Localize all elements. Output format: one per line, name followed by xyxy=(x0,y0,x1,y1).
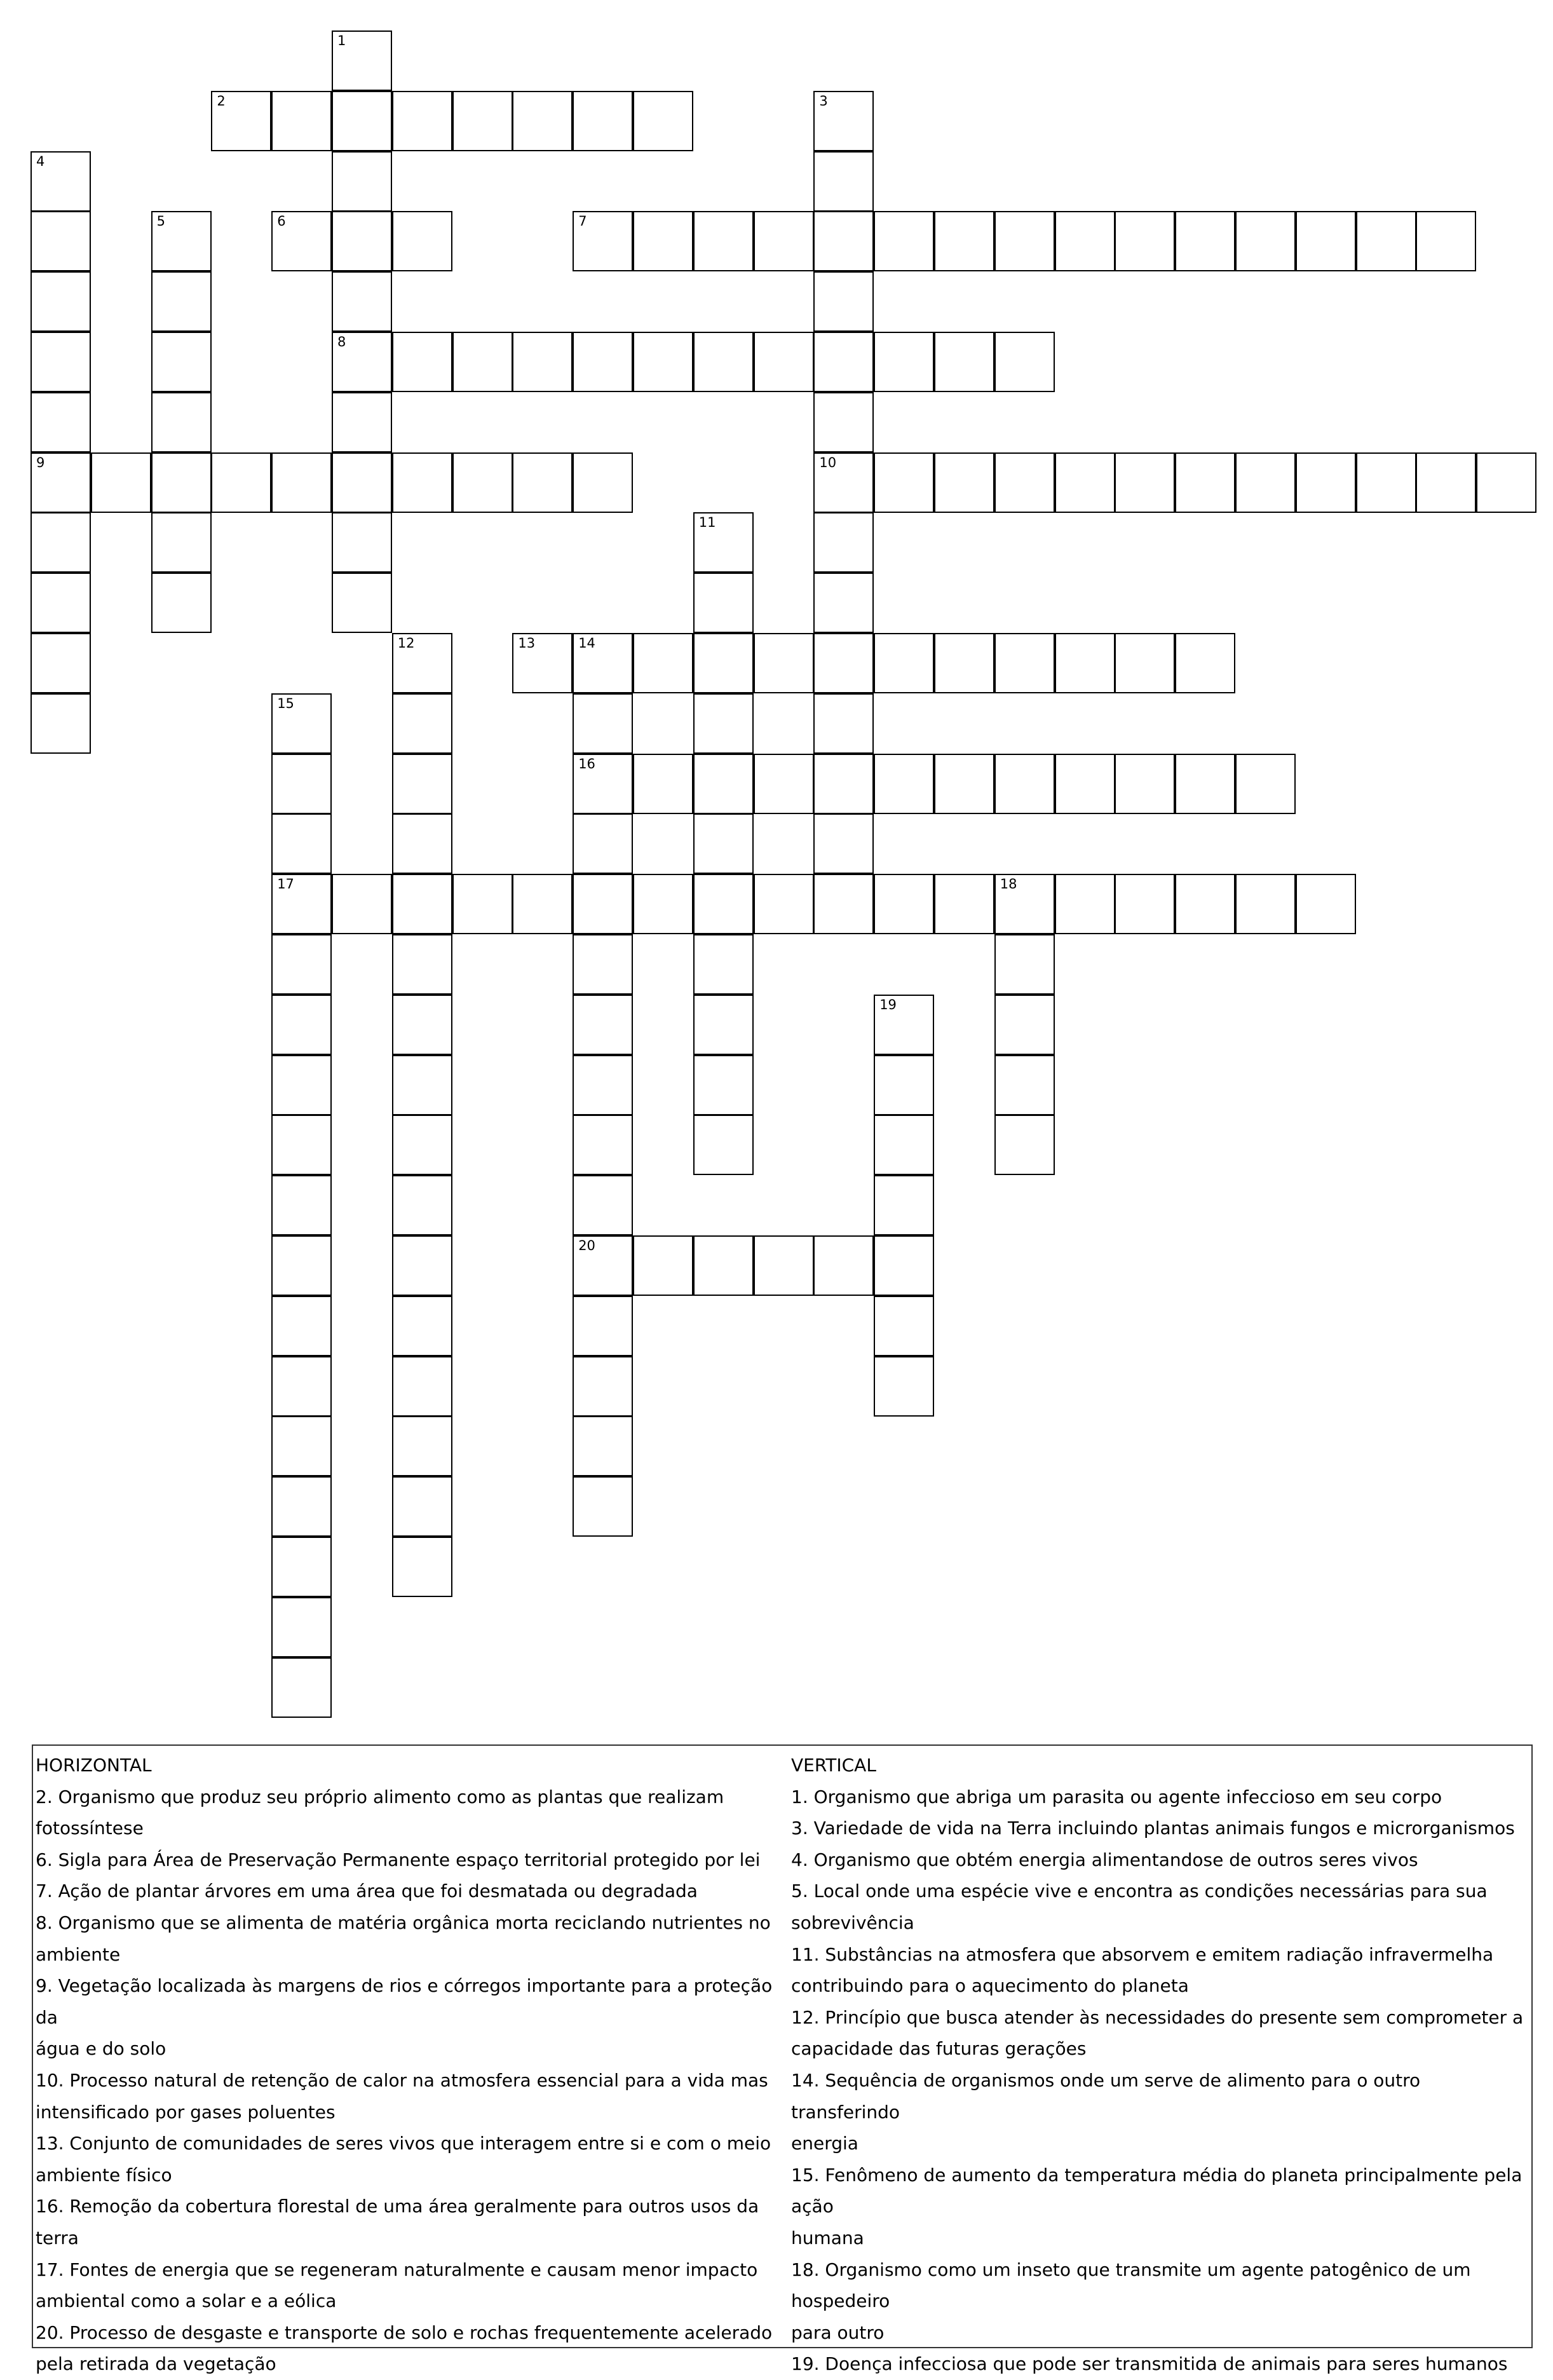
crossword-cell[interactable] xyxy=(1296,874,1356,934)
crossword-cell[interactable] xyxy=(31,633,91,693)
clue-line: 8. Organismo que se alimenta de matéria orgânica morta reciclando nutrientes no xyxy=(36,1912,771,1933)
horizontal-title: HORIZONTAL xyxy=(36,1755,152,1776)
crossword-cell[interactable] xyxy=(31,452,91,513)
crossword-cell[interactable] xyxy=(392,1115,452,1175)
crossword-cell[interactable] xyxy=(1235,874,1296,934)
clue-number: 2 xyxy=(217,93,226,109)
crossword-cell[interactable] xyxy=(392,754,452,814)
crossword-cell[interactable] xyxy=(573,633,633,693)
crossword-cell[interactable] xyxy=(1055,754,1115,814)
crossword-cell[interactable] xyxy=(754,211,814,271)
crossword-cell[interactable] xyxy=(271,934,332,995)
crossword-cell[interactable] xyxy=(813,211,874,271)
clue-number: 9 xyxy=(36,454,45,470)
crossword-cell[interactable] xyxy=(874,1356,934,1417)
crossword-cell[interactable] xyxy=(693,211,754,271)
crossword-cell[interactable] xyxy=(874,1296,934,1356)
crossword-cell[interactable] xyxy=(1055,633,1115,693)
crossword-cell[interactable] xyxy=(934,452,994,513)
crossword-cell[interactable] xyxy=(934,633,994,693)
clue-number: 11 xyxy=(698,515,716,531)
crossword-cell[interactable] xyxy=(271,813,332,874)
crossword-cell[interactable] xyxy=(573,1115,633,1175)
clue-line: 20. Processo de desgaste e transporte de solo e rochas frequentemente acelerado xyxy=(36,2322,773,2343)
crossword-cell[interactable] xyxy=(512,633,573,693)
crossword-cell[interactable] xyxy=(754,1235,814,1296)
crossword-cell[interactable] xyxy=(1476,452,1536,513)
crossword-cell[interactable] xyxy=(573,995,633,1055)
crossword-cell[interactable] xyxy=(573,1055,633,1115)
crossword-cell[interactable] xyxy=(271,693,332,754)
crossword-cell[interactable] xyxy=(693,813,754,874)
crossword-cell[interactable] xyxy=(392,1476,452,1537)
clue-line: energia xyxy=(791,2133,858,2154)
clue-number: 14 xyxy=(578,636,595,651)
crossword-cell[interactable] xyxy=(31,332,91,392)
crossword-cell[interactable] xyxy=(271,91,332,151)
clue-line: 14. Sequência de organismos onde um serve de alimento para o outro transferindo xyxy=(791,2069,1421,2123)
crossword-cell[interactable] xyxy=(1115,874,1175,934)
crossword-cell[interactable] xyxy=(271,874,332,934)
clue-line: ambiente físico xyxy=(36,2164,172,2186)
crossword-cell[interactable] xyxy=(994,1055,1055,1115)
crossword-cell[interactable] xyxy=(693,1115,754,1175)
crossword-cell[interactable] xyxy=(392,1537,452,1597)
clue-number: 15 xyxy=(277,695,294,711)
crossword-cell[interactable] xyxy=(91,452,151,513)
crossword-cell[interactable] xyxy=(512,91,573,151)
clue-number: 19 xyxy=(879,996,897,1012)
crossword-cell[interactable] xyxy=(271,452,332,513)
crossword-cell[interactable] xyxy=(392,934,452,995)
crossword-cell[interactable] xyxy=(813,693,874,754)
crossword-cell[interactable] xyxy=(1055,452,1115,513)
clue-number: 4 xyxy=(36,153,45,169)
vertical-clues xyxy=(791,1750,1528,2380)
clue-number: 3 xyxy=(819,93,828,109)
clue-line: sobrevivência xyxy=(791,1912,914,1933)
crossword-cell[interactable] xyxy=(1416,211,1476,271)
clue-number: 8 xyxy=(337,334,346,350)
crossword-cell[interactable] xyxy=(994,211,1055,271)
crossword-cell[interactable] xyxy=(934,211,994,271)
crossword-cell[interactable] xyxy=(392,633,452,693)
crossword-cell[interactable] xyxy=(693,332,754,392)
clue-number: 13 xyxy=(518,636,536,651)
crossword-cell[interactable] xyxy=(452,452,513,513)
crossword-cell[interactable] xyxy=(31,151,91,212)
crossword-cell[interactable] xyxy=(1175,452,1235,513)
crossword-cell[interactable] xyxy=(332,512,392,573)
crossword-cell[interactable] xyxy=(573,1356,633,1417)
crossword-cell[interactable] xyxy=(633,874,693,934)
crossword-cell[interactable] xyxy=(151,392,212,452)
crossword-cell[interactable] xyxy=(693,1235,754,1296)
crossword-cell[interactable] xyxy=(392,693,452,754)
crossword-cell[interactable] xyxy=(1175,211,1235,271)
crossword-cell[interactable] xyxy=(211,452,271,513)
crossword-cell[interactable] xyxy=(874,1055,934,1115)
crossword-cell[interactable] xyxy=(693,874,754,934)
crossword-cell[interactable] xyxy=(573,874,633,934)
crossword-cell[interactable] xyxy=(31,392,91,452)
crossword-cell[interactable] xyxy=(874,874,934,934)
crossword-cell[interactable] xyxy=(31,573,91,633)
clue-line: 4. Organismo que obtém energia alimentandose de outros seres vivos xyxy=(791,1849,1418,1870)
crossword-cell[interactable] xyxy=(874,1175,934,1235)
clue-line: humana xyxy=(791,2227,864,2248)
crossword-cell[interactable] xyxy=(813,91,874,151)
crossword-cell[interactable] xyxy=(573,1476,633,1537)
clue-line: 12. Princípio que busca atender às necessidades do presente sem comprometer a xyxy=(791,2006,1524,2028)
crossword-cell[interactable] xyxy=(994,633,1055,693)
crossword-cell[interactable] xyxy=(271,1115,332,1175)
crossword-cell[interactable] xyxy=(392,1296,452,1356)
crossword-cell[interactable] xyxy=(813,271,874,332)
crossword-cell[interactable] xyxy=(392,1356,452,1417)
crossword-cell[interactable] xyxy=(994,332,1055,392)
crossword-cell[interactable] xyxy=(813,573,874,633)
crossword-cell[interactable] xyxy=(573,211,633,271)
crossword-cell[interactable] xyxy=(151,573,212,633)
crossword-cell[interactable] xyxy=(1296,452,1356,513)
crossword-cell[interactable] xyxy=(1115,633,1175,693)
crossword-cell[interactable] xyxy=(271,1537,332,1597)
crossword-cell[interactable] xyxy=(693,633,754,693)
crossword-cell[interactable] xyxy=(693,1055,754,1115)
crossword-cell[interactable] xyxy=(1115,754,1175,814)
clue-line: capacidade das futuras gerações xyxy=(791,2038,1087,2060)
crossword-cell[interactable] xyxy=(1115,211,1175,271)
crossword-cell[interactable] xyxy=(271,1597,332,1657)
clue-number: 18 xyxy=(1000,876,1017,892)
crossword-cell[interactable] xyxy=(573,754,633,814)
crossword-cell[interactable] xyxy=(512,332,573,392)
crossword-cell[interactable] xyxy=(392,813,452,874)
crossword-cell[interactable] xyxy=(633,91,693,151)
crossword-cell[interactable] xyxy=(754,633,814,693)
crossword-cell[interactable] xyxy=(813,452,874,513)
clue-number: 5 xyxy=(156,214,165,229)
crossword-cell[interactable] xyxy=(813,1235,874,1296)
clue-line: 13. Conjunto de comunidades de seres vivos que interagem entre si e com o meio xyxy=(36,2133,771,2154)
crossword-cell[interactable] xyxy=(271,1175,332,1235)
clue-line: ambiente xyxy=(36,1943,121,1965)
clue-number: 20 xyxy=(578,1238,595,1253)
crossword-cell[interactable] xyxy=(874,995,934,1055)
clue-line: para outro xyxy=(791,2322,885,2343)
crossword-cell[interactable] xyxy=(994,754,1055,814)
crossword-cell[interactable] xyxy=(1175,754,1235,814)
crossword-cell[interactable] xyxy=(392,1055,452,1115)
crossword-cell[interactable] xyxy=(994,452,1055,513)
crossword-cell[interactable] xyxy=(271,211,332,271)
crossword-cell[interactable] xyxy=(452,332,513,392)
crossword-cell[interactable] xyxy=(392,452,452,513)
crossword-cell[interactable] xyxy=(392,211,452,271)
clue-line: 9. Vegetação localizada às margens de rios e córregos importante para a proteção da xyxy=(36,1975,773,2028)
crossword-cell[interactable] xyxy=(271,995,332,1055)
crossword-cell[interactable] xyxy=(271,1055,332,1115)
crossword-cell[interactable] xyxy=(633,1235,693,1296)
crossword-cell[interactable] xyxy=(332,573,392,633)
crossword-cell[interactable] xyxy=(512,874,573,934)
crossword-cell[interactable] xyxy=(813,874,874,934)
crossword-cell[interactable] xyxy=(874,633,934,693)
crossword-cell[interactable] xyxy=(1416,452,1476,513)
crossword-cell[interactable] xyxy=(31,693,91,754)
crossword-cell[interactable] xyxy=(1356,452,1416,513)
vertical-title: VERTICAL xyxy=(791,1755,876,1776)
clue-line: 5. Local onde uma espécie vive e encontra as condições necessárias para sua xyxy=(791,1880,1488,1902)
crossword-cell[interactable] xyxy=(633,211,693,271)
crossword-cell[interactable] xyxy=(813,332,874,392)
clue-line: 1. Organismo que abriga um parasita ou agente infeccioso em seu corpo xyxy=(791,1786,1442,1807)
crossword-cell[interactable] xyxy=(994,995,1055,1055)
clue-number: 16 xyxy=(578,756,595,772)
crossword-cell[interactable] xyxy=(693,573,754,633)
crossword-cell[interactable] xyxy=(994,874,1055,934)
crossword-cell[interactable] xyxy=(813,754,874,814)
crossword-cell[interactable] xyxy=(693,934,754,995)
crossword-cell[interactable] xyxy=(452,91,513,151)
crossword-cell[interactable] xyxy=(392,332,452,392)
crossword-cell[interactable] xyxy=(693,995,754,1055)
crossword-cell[interactable] xyxy=(452,874,513,934)
crossword-cell[interactable] xyxy=(633,332,693,392)
clue-line: intensificado por gases poluentes xyxy=(36,2101,336,2123)
clue-line: água e do solo xyxy=(36,2038,166,2060)
clue-line: 3. Variedade de vida na Terra incluindo plantas animais fungos e microrganismos xyxy=(791,1818,1515,1839)
crossword-cell[interactable] xyxy=(271,1296,332,1356)
crossword-cell[interactable] xyxy=(332,452,392,513)
crossword-cell[interactable] xyxy=(392,1175,452,1235)
crossword-cell[interactable] xyxy=(1235,452,1296,513)
crossword-cell[interactable] xyxy=(1235,754,1296,814)
crossword-cell[interactable] xyxy=(392,1235,452,1296)
clue-line: 15. Fenômeno de aumento da temperatura média do planeta principalmente pela ação xyxy=(791,2164,1522,2217)
crossword-cell[interactable] xyxy=(693,693,754,754)
crossword-cell[interactable] xyxy=(211,91,271,151)
crossword-cell[interactable] xyxy=(1296,211,1356,271)
clue-line: 2. Organismo que produz seu próprio alimento como as plantas que realizam xyxy=(36,1786,724,1807)
crossword-cell[interactable] xyxy=(633,754,693,814)
crossword-cell[interactable] xyxy=(332,332,392,392)
horizontal-clues xyxy=(36,1750,789,2380)
clue-number: 7 xyxy=(578,214,587,229)
clue-line: 17. Fontes de energia que se regeneram naturalmente e causam menor impacto xyxy=(36,2259,758,2280)
clue-line: fotossíntese xyxy=(36,1818,144,1839)
crossword-cell[interactable] xyxy=(392,91,452,151)
crossword-cell[interactable] xyxy=(693,512,754,573)
crossword-cell[interactable] xyxy=(813,633,874,693)
crossword-cell[interactable] xyxy=(874,1115,934,1175)
clue-number: 1 xyxy=(337,33,346,48)
crossword-cell[interactable] xyxy=(994,1115,1055,1175)
crossword-cell[interactable] xyxy=(151,452,212,513)
crossword-cell[interactable] xyxy=(1175,874,1235,934)
crossword-cell[interactable] xyxy=(934,874,994,934)
clue-line: ambiental como a solar e a eólica xyxy=(36,2290,337,2312)
crossword-cell[interactable] xyxy=(573,693,633,754)
crossword-cell[interactable] xyxy=(151,211,212,271)
crossword-cell[interactable] xyxy=(1175,633,1235,693)
crossword-cell[interactable] xyxy=(1356,211,1416,271)
crossword-cell[interactable] xyxy=(573,1235,633,1296)
crossword-cell[interactable] xyxy=(271,754,332,814)
crossword-cell[interactable] xyxy=(754,754,814,814)
crossword-cell[interactable] xyxy=(934,754,994,814)
crossword-cell[interactable] xyxy=(271,1356,332,1417)
clue-line: contribuindo para o aquecimento do planeta xyxy=(791,1975,1189,1997)
crossword-cell[interactable] xyxy=(271,1416,332,1476)
crossword-cell[interactable] xyxy=(332,151,392,212)
crossword-cell[interactable] xyxy=(813,813,874,874)
clue-number: 17 xyxy=(277,876,294,892)
clue-number: 10 xyxy=(819,454,837,470)
crossword-cell[interactable] xyxy=(392,1416,452,1476)
crossword-cell[interactable] xyxy=(693,754,754,814)
crossword-cell[interactable] xyxy=(754,332,814,392)
crossword-cell[interactable] xyxy=(934,332,994,392)
crossword-cell[interactable] xyxy=(813,512,874,573)
crossword-cell[interactable] xyxy=(573,813,633,874)
crossword-cell[interactable] xyxy=(31,271,91,332)
crossword-cell[interactable] xyxy=(994,934,1055,995)
crossword-cell[interactable] xyxy=(1055,211,1115,271)
crossword-cell[interactable] xyxy=(573,1175,633,1235)
crossword-cell[interactable] xyxy=(573,91,633,151)
crossword-cell[interactable] xyxy=(573,452,633,513)
clue-line: 6. Sigla para Área de Preservação Permanente espaço territorial protegido por lei xyxy=(36,1849,761,1870)
crossword-cell[interactable] xyxy=(151,512,212,573)
crossword-cell[interactable] xyxy=(1055,874,1115,934)
crossword-cell[interactable] xyxy=(874,211,934,271)
crossword-cell[interactable] xyxy=(874,1235,934,1296)
clue-line: 10. Processo natural de retenção de calor na atmosfera essencial para a vida mas xyxy=(36,2069,768,2091)
clue-line: 11. Substâncias na atmosfera que absorvem e emitem radiação infravermelha xyxy=(791,1943,1494,1965)
crossword-cell[interactable] xyxy=(332,271,392,332)
crossword-cell[interactable] xyxy=(1115,452,1175,513)
crossword-cell[interactable] xyxy=(332,31,392,91)
crossword-cell[interactable] xyxy=(332,874,392,934)
crossword-cell[interactable] xyxy=(392,995,452,1055)
clue-line: 16. Remoção da cobertura florestal de uma área geralmente para outros usos da terra xyxy=(36,2196,759,2248)
crossword-cell[interactable] xyxy=(573,332,633,392)
clue-line: 7. Ação de plantar árvores em uma área que foi desmatada ou degradada xyxy=(36,1880,698,1902)
clue-number: 6 xyxy=(277,214,286,229)
crossword-cell[interactable] xyxy=(31,512,91,573)
crossword-cell[interactable] xyxy=(271,1235,332,1296)
crossword-cell[interactable] xyxy=(151,332,212,392)
clue-number: 12 xyxy=(397,636,415,651)
crossword-cell[interactable] xyxy=(151,271,212,332)
crossword-cell[interactable] xyxy=(813,392,874,452)
clue-line: 18. Organismo como um inseto que transmite um agente patogênico de um hospedeiro xyxy=(791,2259,1471,2312)
crossword-cell[interactable] xyxy=(573,934,633,995)
clue-line: pela retirada da vegetação xyxy=(36,2353,276,2375)
crossword-cell[interactable] xyxy=(754,874,814,934)
crossword-cell[interactable] xyxy=(874,332,934,392)
crossword-cell[interactable] xyxy=(874,452,934,513)
crossword-cell[interactable] xyxy=(332,91,392,151)
crossword-cell[interactable] xyxy=(633,633,693,693)
crossword-cell[interactable] xyxy=(31,211,91,271)
crossword-cell[interactable] xyxy=(573,1296,633,1356)
crossword-cell[interactable] xyxy=(392,874,452,934)
crossword-cell[interactable] xyxy=(271,1657,332,1718)
crossword-cell[interactable] xyxy=(1235,211,1296,271)
clue-line: 19. Doença infecciosa que pode ser transmitida de animais para seres humanos xyxy=(791,2353,1508,2375)
crossword-cell[interactable] xyxy=(271,1476,332,1537)
crossword-cell[interactable] xyxy=(573,1416,633,1476)
crossword-cell[interactable] xyxy=(512,452,573,513)
crossword-cell[interactable] xyxy=(813,151,874,212)
clues-box xyxy=(32,1744,1533,2375)
crossword-cell[interactable] xyxy=(874,754,934,814)
crossword-cell[interactable] xyxy=(332,211,392,271)
crossword-cell[interactable] xyxy=(332,392,392,452)
